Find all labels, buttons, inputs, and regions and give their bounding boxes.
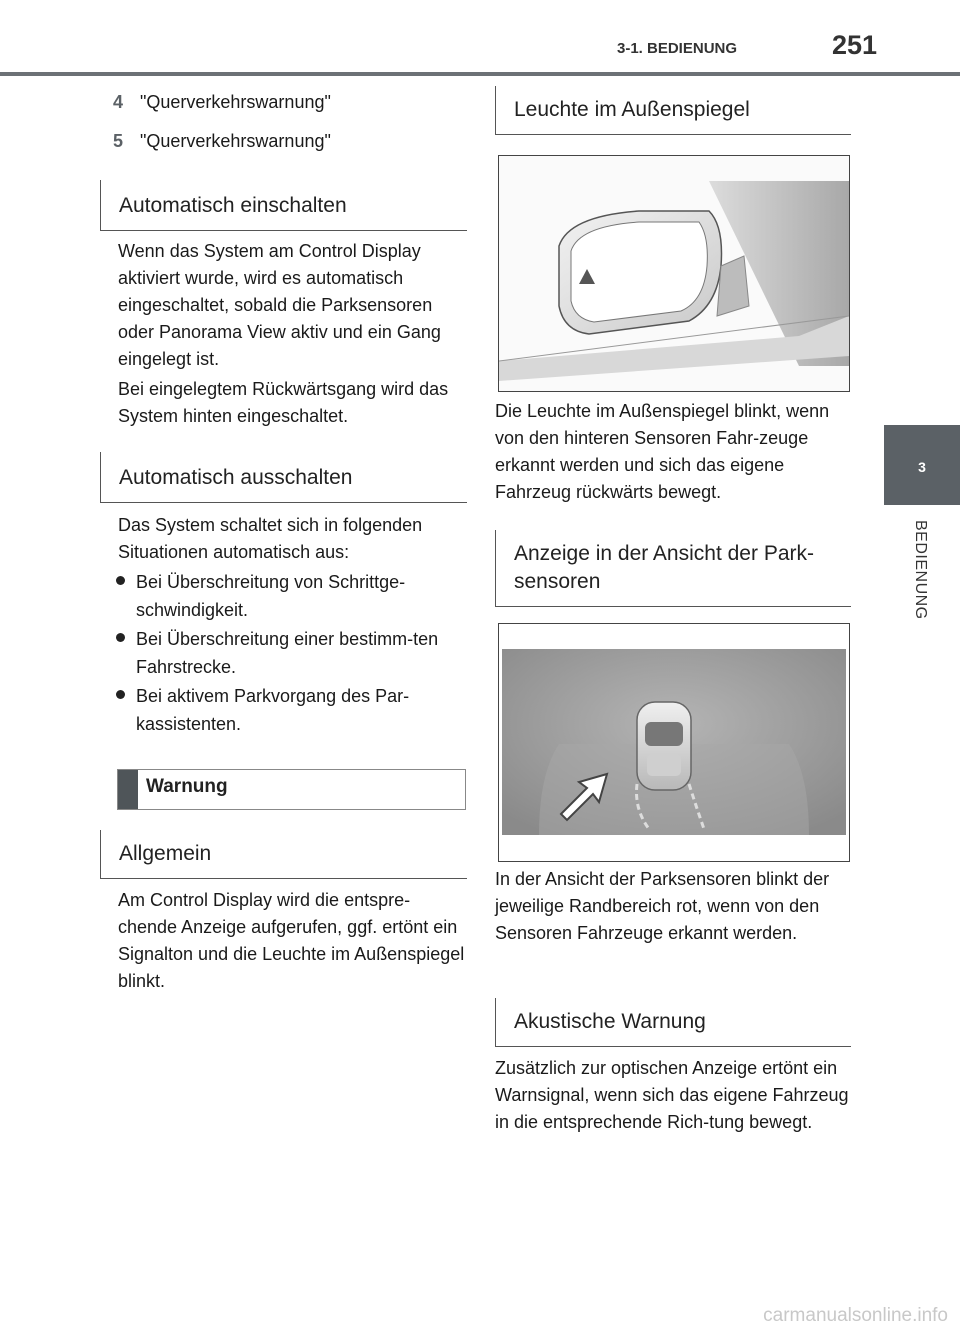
numbered-item-5 bbox=[96, 128, 331, 154]
paragraph-general: Am Control Display wird die entspre-chende Anzeige aufgerufen, ggf. ertönt ein Signalton und die Leuchte im Außenspiegel blinkt. bbox=[118, 890, 465, 991]
list-item-text: Bei Überschreitung von Schrittge-schwindigkeit. bbox=[136, 572, 406, 620]
side-mirror-icon bbox=[499, 156, 849, 391]
paragraph-mirror-light: Die Leuchte im Außenspiegel blinkt, wenn von den hinteren Sensoren Fahr-zeuge erkannt werden und sich das eigene Fahrzeug rückwärts bewegt. bbox=[495, 401, 830, 502]
page-number: 251 bbox=[832, 30, 878, 60]
header-rule bbox=[0, 72, 960, 76]
list-item bbox=[116, 682, 486, 738]
item-text: "Querverkehrswarnung" bbox=[140, 92, 331, 112]
list-item-text: Bei aktivem Parkvorgang des Par-kassistenten. bbox=[136, 686, 410, 734]
item-text: "Querverkehrswarnung" bbox=[140, 131, 331, 151]
chapter-number: 3 bbox=[918, 459, 926, 475]
chapter-tab[interactable] bbox=[884, 425, 960, 505]
numbered-item-4 bbox=[96, 89, 331, 115]
paragraph-auto-off: Das System schaltet sich in folgenden Situationen automatisch aus: bbox=[118, 515, 423, 562]
list-item bbox=[116, 568, 486, 624]
heading-mirror-light: Leuchte im Außenspiegel bbox=[495, 86, 851, 135]
heading-auto-off: Automatisch ausschalten bbox=[100, 452, 467, 503]
paragraph-auto-on-1: Wenn das System am Control Display aktiviert wurde, wird es automatisch eingeschaltet, sobald die Parksensoren oder Panorama View aktiv und ein Gang eingelegt ist. bbox=[118, 241, 441, 369]
bullet-icon bbox=[116, 690, 125, 699]
item-number: 5 bbox=[113, 131, 124, 151]
heading-general: Allgemein bbox=[100, 830, 467, 879]
bullet-icon bbox=[116, 576, 125, 585]
section-title: 3-1. BEDIENUNG bbox=[617, 40, 738, 57]
list-item-text: Bei Überschreitung einer bestimm-ten Fahrstrecke. bbox=[136, 629, 439, 677]
warning-box bbox=[117, 769, 466, 810]
chapter-label: BEDIENUNG bbox=[912, 520, 929, 620]
paragraph-auto-on-2: Bei eingelegtem Rückwärtsgang wird das System hinten eingeschaltet. bbox=[118, 379, 449, 426]
parking-sensor-view-icon bbox=[499, 624, 849, 861]
item-number: 4 bbox=[113, 92, 124, 112]
warning-label: Warnung bbox=[146, 776, 228, 797]
warning-bar bbox=[118, 770, 138, 809]
heading-acoustic-warning: Akustische Warnung bbox=[495, 998, 851, 1047]
mirror-illustration bbox=[498, 155, 850, 392]
heading-parking-display: Anzeige in der Ansicht der Park-sensoren bbox=[495, 530, 851, 607]
watermark: carmanualsonline.info bbox=[763, 1305, 948, 1326]
bullet-icon bbox=[116, 633, 125, 642]
paragraph-parking-display: In der Ansicht der Parksensoren blinkt der jeweilige Randbereich rot, wenn von den Sensoren Fahrzeuge erkannt werden. bbox=[495, 869, 830, 943]
list-item bbox=[116, 625, 486, 681]
parking-sensor-illustration bbox=[498, 623, 850, 862]
paragraph-acoustic-warning: Zusätzlich zur optischen Anzeige ertönt ein Warnsignal, wenn sich das eigene Fahrzeug in die entsprechende Rich-tung bewegt. bbox=[495, 1058, 849, 1132]
heading-auto-on: Automatisch einschalten bbox=[100, 180, 467, 231]
